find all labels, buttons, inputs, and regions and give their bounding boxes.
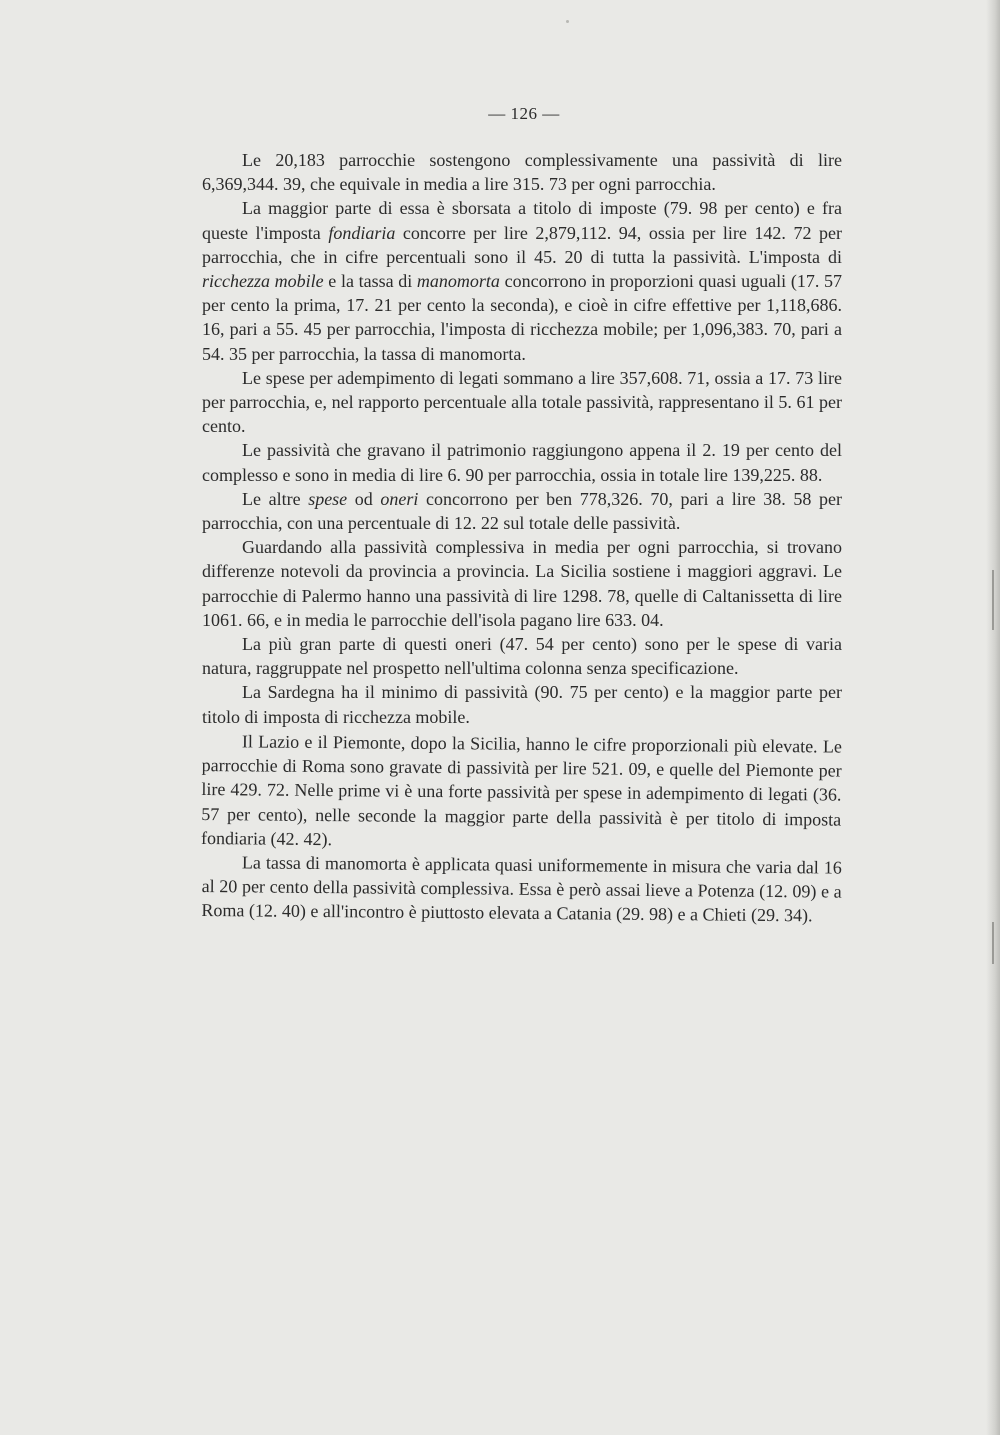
body-text [200,148,842,926]
paragraph: La Sardegna ha il minimo di passività (90. 75 per cento) e la maggior parte per titolo di imposta di ricchezza mobile. [202,682,842,727]
page-number: — 126 — [488,104,560,123]
paragraph: Le spese per adempimento di legati sommano a lire 357,608. 71, ossia a 17. 73 lire per parrocchia, e, nel rapporto percentuale alla totale passività, rappresentano il 5. 61 per cento. [202,367,842,437]
page-edge-shadow [986,0,1000,1435]
paragraph: La più gran parte di questi oneri (47. 54 per cento) sono per le spese di varia natura, raggruppate nel prospetto nell'ultima colonna senza specificazione. [202,634,842,679]
binding-mark [992,922,994,964]
binding-mark [992,570,994,630]
paragraph: La maggior parte di essa è sborsata a titolo di imposte (79. 98 per cento) e fra queste l'imposta fondiaria concorre per lire 2,879,112. 94, ossia per lire 142. 72 per parrocchia, che in cifre percentuali sono il 45. 20 di tutta la passività. L'imposta di ricchezza mobile e la tassa di manomorta concorrono in proporzioni quasi uguali (17. 57 per cento la prima, 17. 21 per cento la seconda), e cioè in cifre effettive per 1,118,686. 16, pari a 55. 45 per parrocchia, l'imposta di ricchezza mobile; per 1,096,383. 70, pari a 54. 35 per parrocchia, la tassa di manomorta. [202,198,842,364]
paragraph: Il Lazio e il Piemonte, dopo la Sicilia, hanno le cifre proporzionali più elevate. Le parrocchie di Roma sono gravate di passività per lire 521. 09, e quelle del Piemonte per lire 429. 72. Nelle prime vi è una forte passività per spese in adempimento di legati (36. 57 per cento), nelle seconde la maggior parte della passività è per titolo di imposta fondiaria (42. 42). [200,731,842,849]
paragraph: Le 20,183 parrocchie sostengono complessivamente una passività di lire 6,369,344. 39, che equivale in media a lire 315. 73 per ogni parrocchia. [202,150,842,195]
paragraph: Le passività che gravano il patrimonio raggiungono appena il 2. 19 per cento del complesso e sono in media di lire 6. 90 per parrocchia, ossia in totale lire 139,225. 88. [202,440,842,485]
paper-speck [566,20,569,23]
paragraph: Guardando alla passività complessiva in media per ogni parrocchia, si trovano differenze notevoli da provincia a provincia. La Sicilia sostiene i maggiori aggravi. Le parrocchie di Palermo hanno una passività di lire 1298. 78, quelle di Caltanissetta di lire 1061. 66, e in media le parrocchie dell'isola pagano lire 633. 04. [202,537,842,630]
paragraph: La tassa di manomorta è applicata quasi uniformemente in misura che varia dal 16 al 20 per cento della passività complessiva. Essa è però assai lieve a Potenza (12. 09) e a Roma (12. 40) e all'incontro è piuttosto elevata a Catania (29. 98) e a Chieti (29. 34). [201,852,842,926]
paragraph: Le altre spese od oneri concorrono per ben 778,326. 70, pari a lire 38. 58 per parrocchia, con una percentuale di 12. 22 sul totale delle passività. [202,488,842,534]
